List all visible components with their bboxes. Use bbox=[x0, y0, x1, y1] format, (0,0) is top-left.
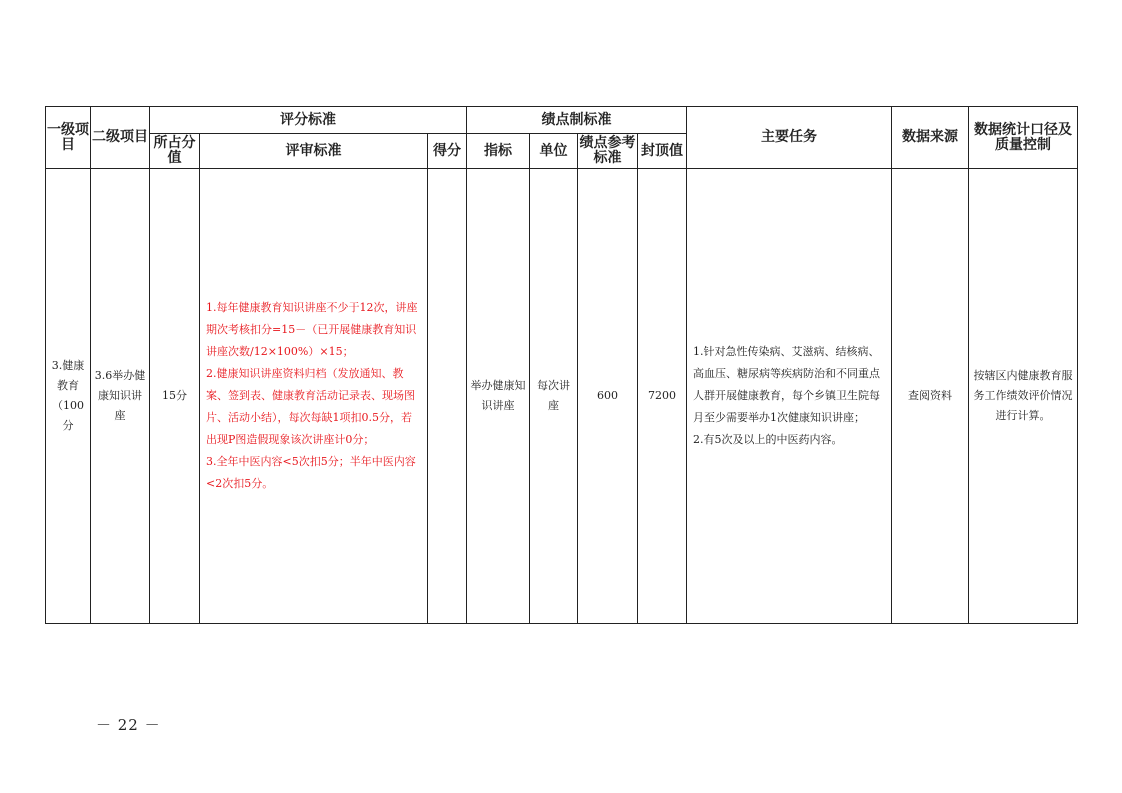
task-item: 1.针对急性传染病、艾滋病、结核病、高血压、糖尿病等疾病防治和不同重点人群开展健康教育，每个乡镇卫生院每月至少需要举办1次健康知识讲座； bbox=[693, 345, 880, 424]
header-cap-value: 封顶值 bbox=[638, 134, 687, 169]
header-performance-standard: 绩点制标准 bbox=[467, 107, 687, 134]
header-quality-control: 数据统计口径及质量控制 bbox=[969, 107, 1078, 169]
cell-review-standard bbox=[200, 169, 428, 624]
cell-level2: 3.6举办健康知识讲座 bbox=[91, 169, 150, 624]
page-number: － 22 － bbox=[96, 716, 161, 734]
header-scoring-standard: 评分标准 bbox=[150, 107, 467, 134]
cell-data-source: 查阅资料 bbox=[892, 169, 969, 624]
header-score-weight: 所占分值 bbox=[150, 134, 200, 169]
header-score: 得分 bbox=[428, 134, 467, 169]
header-data-source: 数据来源 bbox=[892, 107, 969, 169]
header-unit: 单位 bbox=[530, 134, 578, 169]
cell-main-tasks bbox=[687, 169, 892, 624]
cell-score bbox=[428, 169, 467, 624]
review-item: 2.健康知识讲座资料归档（发放通知、教案、签到表、健康教育活动记录表、现场图片、活动小结），每次每缺1项扣0.5分，若出现P图造假现象该次讲座计0分； bbox=[206, 367, 415, 446]
table-row bbox=[46, 169, 1078, 624]
cell-score-weight: 15分 bbox=[150, 169, 200, 624]
cell-indicator: 举办健康知识讲座 bbox=[467, 169, 530, 624]
cell-level1: 3.健康教育（100分 bbox=[46, 169, 91, 624]
header-level1: 一级项目 bbox=[46, 107, 91, 169]
header-main-tasks: 主要任务 bbox=[687, 107, 892, 169]
review-item: 3.全年中医内容<5次扣5分；半年中医内容<2次扣5分。 bbox=[206, 455, 416, 490]
evaluation-table bbox=[45, 106, 1078, 624]
header-review-standard: 评审标准 bbox=[200, 134, 428, 169]
header-reference-standard: 绩点参考标准 bbox=[578, 134, 638, 169]
header-indicator: 指标 bbox=[467, 134, 530, 169]
cell-unit: 每次讲座 bbox=[530, 169, 578, 624]
header-level2: 二级项目 bbox=[91, 107, 150, 169]
review-item: 1.每年健康教育知识讲座不少于12次，讲座期次考核扣分=15－（已开展健康教育知识讲座次数/12×100%）×15； bbox=[206, 301, 418, 358]
cell-cap-value: 7200 bbox=[638, 169, 687, 624]
task-item: 2.有5次及以上的中医药内容。 bbox=[693, 433, 843, 446]
cell-reference-standard: 600 bbox=[578, 169, 638, 624]
cell-quality-control: 按辖区内健康教育服务工作绩效评价情况进行计算。 bbox=[969, 169, 1078, 624]
